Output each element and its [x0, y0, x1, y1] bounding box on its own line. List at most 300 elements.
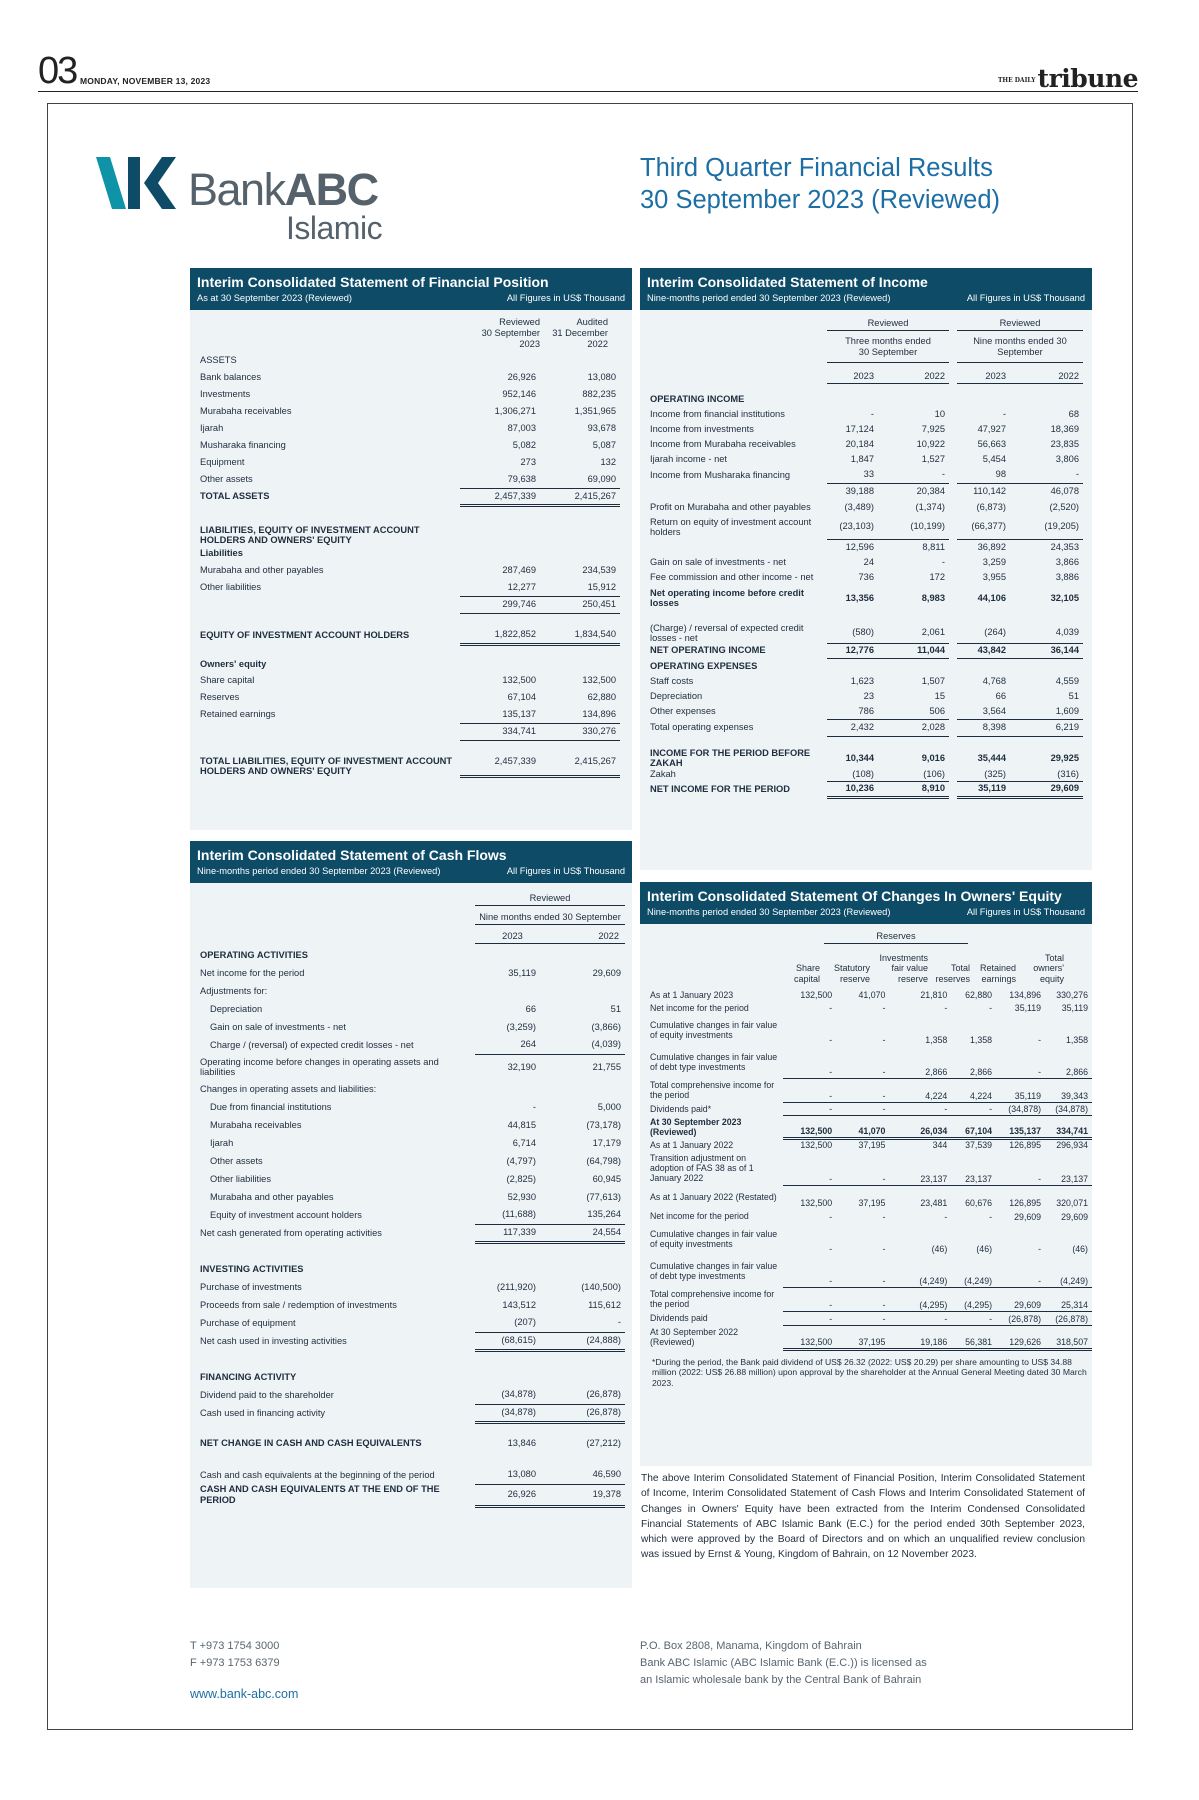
- row-label: Adjustments for:: [200, 985, 268, 996]
- row-value-2023: 2,457,339: [460, 488, 540, 505]
- cash-flows-subtitle: Nine-months period ended 30 September 2023 (Reviewed): [197, 866, 441, 876]
- table-row: [190, 579, 632, 596]
- row-value: -: [783, 1287, 836, 1311]
- equity-footnote: *During the period, the Bank paid dividend of US$ 26.32 (2022: US$ 20.29) per share amounting to US$ 34.88 million (2022: US$ 26.88 million) upon approval by the shareholder at the Annual General Meeting dated 30 March 2023.: [652, 1356, 1087, 1388]
- row-pad: [625, 1466, 627, 1484]
- table-row: [190, 1206, 632, 1224]
- row-label: Due from financial institutions: [210, 1101, 332, 1112]
- row-value-2023: (207): [475, 1314, 550, 1332]
- row-value-q3-2022: 506: [888, 704, 949, 719]
- row-value: (46): [1072, 1244, 1088, 1254]
- row-pad: [620, 596, 623, 613]
- row-label: OPERATING INCOME: [650, 393, 745, 404]
- row-value-9m-2023: 98: [957, 467, 1020, 483]
- row-value-2022: [540, 352, 620, 369]
- spacer-row: [190, 644, 632, 656]
- row-value-2022: [550, 946, 625, 964]
- equity-units: All Figures in US$ Thousand: [966, 907, 1085, 917]
- row-value-q3-2023: 2,432: [827, 719, 888, 736]
- table-row: [640, 539, 1092, 555]
- row-value-q3-2022: 10,922: [916, 439, 945, 449]
- row-gap: [949, 781, 957, 797]
- row-label: As at 1 January 2022: [650, 1139, 734, 1150]
- row-value: 126,895: [1009, 1140, 1042, 1150]
- row-label: Gain on sale of investments - net: [210, 1021, 346, 1032]
- row-value-2022: 69,090: [540, 471, 620, 488]
- footer-fax: F +973 1753 6379: [190, 1657, 280, 1669]
- row-label: Murabaha and other payables: [200, 565, 324, 575]
- table-row: [190, 672, 632, 689]
- table-row: [190, 627, 632, 644]
- bank-logo: [96, 155, 416, 245]
- row-pad: [625, 1434, 627, 1452]
- row-pad: [625, 1368, 627, 1386]
- row-value: 132,500: [800, 1198, 833, 1208]
- row-value-2023: (34,878): [475, 1386, 550, 1404]
- row-pad: [620, 420, 623, 437]
- cash-flows-colheads: [190, 883, 632, 946]
- row-label: Purchase of equipment: [200, 1317, 296, 1328]
- row-label: OPERATING ACTIVITIES: [200, 949, 308, 960]
- row-value-2022: 21,755: [592, 1061, 621, 1072]
- income-panel: [640, 268, 1092, 870]
- table-row: [640, 500, 1092, 515]
- row-pad: [1083, 719, 1092, 736]
- row-value-2023: (68,615): [475, 1332, 550, 1350]
- table-row: [190, 1170, 632, 1188]
- row-value-q3-2023: 736: [858, 572, 874, 582]
- row-value-2022: 5,000: [597, 1101, 621, 1112]
- row-value-2022: 13,080: [587, 372, 616, 382]
- row-value-2022: 29,609: [592, 967, 621, 978]
- row-label: Income from financial institutions: [650, 409, 785, 419]
- row-label: CASH AND CASH EQUIVALENTS AT THE END OF THE PERIOD: [200, 1484, 440, 1505]
- table-row: [190, 403, 632, 420]
- row-value-2022: 24,554: [550, 1224, 625, 1242]
- newspaper-logo-text: tribune: [1037, 64, 1138, 93]
- table-row: [640, 570, 1092, 585]
- row-pad: [625, 946, 627, 964]
- row-value-9m-2023: [957, 658, 1020, 674]
- row-label: Transition adjustment on adoption of FAS 38 as of 1 January 2022: [650, 1153, 754, 1183]
- table-row: [190, 1188, 632, 1206]
- row-value-q3-2023: 23: [863, 691, 874, 701]
- table-row: [190, 689, 632, 706]
- row-label: Murabaha receivables: [210, 1119, 302, 1130]
- row-value-2023: [460, 507, 540, 545]
- row-value-2023: 6,714: [512, 1137, 536, 1148]
- row-value: 37,195: [858, 1140, 886, 1150]
- table-row: [190, 748, 632, 776]
- col-head: 2023: [519, 339, 540, 349]
- row-label: Reserves: [200, 692, 240, 702]
- row-value-2023: [475, 1080, 550, 1098]
- row-value: 41,070: [858, 990, 886, 1000]
- row-value-2023: 299,746: [460, 596, 540, 613]
- row-gap: [949, 437, 957, 452]
- row-gap: [949, 555, 957, 570]
- row-value: -: [996, 1151, 1045, 1185]
- col-head: 2022: [888, 370, 949, 384]
- row-value: -: [836, 1287, 889, 1311]
- table-row: [190, 1434, 632, 1452]
- income-units: All Figures in US$ Thousand: [966, 293, 1085, 303]
- row-value-9m-2022: 23,835: [1050, 439, 1079, 449]
- row-value: (46): [976, 1244, 993, 1254]
- row-value-2022: 93,678: [587, 423, 616, 433]
- table-row: [190, 1386, 632, 1404]
- row-gap: [949, 570, 957, 585]
- table-row: [640, 719, 1092, 736]
- row-label: As at 1 January 2022 (Restated): [650, 1192, 777, 1202]
- row-pad: [1083, 422, 1092, 437]
- row-value-2022: [540, 507, 620, 545]
- row-pad: [625, 1116, 627, 1134]
- row-value-9m-2022: 4,039: [1020, 623, 1083, 643]
- row-value: -: [989, 1212, 993, 1222]
- table-row: [640, 1102, 1092, 1115]
- row-value-q3-2023: 33: [827, 467, 888, 483]
- row-pad: [625, 1206, 627, 1224]
- row-value: 23,137: [1045, 1151, 1092, 1185]
- row-gap: [949, 623, 957, 643]
- row-value-9m-2022: 24,353: [1050, 541, 1079, 552]
- row-label: OPERATING EXPENSES: [650, 660, 758, 671]
- row-value: 60,676: [965, 1198, 993, 1208]
- table-row: [190, 1278, 632, 1296]
- table-row: [190, 1080, 632, 1098]
- row-value-q3-2023: (23,103): [827, 515, 888, 539]
- row-value: -: [882, 1003, 886, 1013]
- row-value-9m-2022: 4,559: [1055, 676, 1079, 686]
- row-label: Other expenses: [650, 706, 716, 716]
- row-value-2022: (73,178): [586, 1119, 621, 1130]
- equity-header: [640, 882, 1092, 924]
- row-value: -: [836, 1151, 889, 1185]
- cash-flows-title: Interim Consolidated Statement of Cash Flows: [197, 847, 507, 863]
- row-label: INCOME FOR THE PERIOD BEFORE ZAKAH: [650, 748, 811, 768]
- row-value: (4,295): [889, 1287, 951, 1311]
- row-value-2023: 44,815: [507, 1119, 536, 1130]
- row-value: -: [996, 1255, 1045, 1287]
- row-label: Other liabilities: [200, 582, 261, 592]
- row-value: 23,137: [951, 1151, 996, 1185]
- row-gap: [949, 422, 957, 437]
- row-value-9m-2023: 35,119: [957, 781, 1020, 797]
- row-pad: [620, 627, 623, 644]
- financial-position-panel: [190, 268, 632, 830]
- row-value-2023: (3,259): [506, 1021, 536, 1032]
- row-label: LIABILITIES, EQUITY OF INVESTMENT ACCOUNT HOLDERS AND OWNERS' EQUITY: [200, 525, 420, 545]
- row-value: -: [944, 1003, 948, 1013]
- table-row: [640, 1138, 1092, 1151]
- spacer-row: [190, 613, 632, 627]
- row-value-2022: 2,415,267: [540, 488, 620, 505]
- row-value-2022: (64,798): [586, 1155, 621, 1166]
- row-value-2022: (140,500): [581, 1281, 621, 1292]
- table-row: [190, 1260, 632, 1278]
- row-value-q3-2023: 12,596: [845, 541, 874, 552]
- row-value-2023: [460, 656, 540, 672]
- row-value: -: [882, 1212, 886, 1222]
- row-value-9m-2022: 29,925: [1050, 752, 1079, 763]
- table-row: [190, 437, 632, 454]
- row-label: Total comprehensive income for the period: [650, 1289, 775, 1309]
- headline-line-2: 30 September 2023 (Reviewed): [640, 186, 1001, 214]
- row-pad: [1083, 391, 1092, 407]
- row-value: -: [951, 1102, 996, 1115]
- row-value-q3-2022: (10,199): [888, 515, 949, 539]
- row-label: Ijarah: [200, 423, 224, 433]
- row-value: 134,896: [1009, 990, 1042, 1000]
- row-pad: [1083, 515, 1092, 539]
- row-value-2023: (2,825): [506, 1173, 536, 1184]
- row-pad: [1083, 500, 1092, 515]
- col-head: 2023: [827, 370, 888, 384]
- row-label: Ijarah income - net: [650, 454, 727, 464]
- row-label: Murabaha receivables: [200, 406, 292, 416]
- row-value-q3-2023: 24: [863, 557, 874, 567]
- row-value: (34,878): [996, 1102, 1045, 1115]
- row-value-9m-2022: 1,609: [1020, 704, 1083, 719]
- row-value: -: [829, 1035, 833, 1045]
- row-value-2023: 32,190: [507, 1061, 536, 1072]
- row-value: 126,895: [1009, 1198, 1042, 1208]
- row-pad: [1083, 539, 1092, 555]
- row-value-2023: [475, 1368, 550, 1386]
- row-value: -: [1038, 1035, 1042, 1045]
- row-pad: [620, 403, 623, 420]
- col-head: 31 December: [552, 328, 608, 338]
- financial-position-table: [190, 352, 632, 778]
- footer-address: [640, 1638, 927, 1689]
- row-value-2023: 273: [520, 457, 536, 467]
- financial-position-colheads: [190, 310, 632, 352]
- row-value: 26,034: [889, 1115, 951, 1138]
- table-row: [190, 596, 632, 613]
- table-row: [640, 1001, 1092, 1014]
- row-pad: [620, 545, 623, 562]
- row-value-2023: 79,638: [460, 471, 540, 488]
- row-value: 25,314: [1045, 1287, 1092, 1311]
- bank-logo-name-bold: ABC: [284, 164, 378, 215]
- bank-logo-name-light: Bank: [188, 164, 285, 215]
- row-value-2023: 1,306,271: [494, 406, 536, 416]
- row-gap: [949, 768, 957, 781]
- row-value-9m-2023: 44,106: [977, 592, 1006, 603]
- row-value-2023: 5,082: [512, 440, 536, 450]
- row-value-q3-2022: 172: [929, 572, 945, 582]
- row-value-q3-2023: (580): [827, 623, 888, 643]
- row-pad: [625, 1152, 627, 1170]
- row-value-2023: (11,688): [475, 1206, 550, 1224]
- row-value-9m-2023: -: [1002, 409, 1006, 419]
- table-row: [640, 1078, 1092, 1102]
- row-value: (4,249): [951, 1255, 996, 1287]
- row-pad: [1083, 658, 1092, 674]
- row-gap: [949, 658, 957, 674]
- table-row: [640, 1311, 1092, 1325]
- table-row: [640, 1151, 1092, 1185]
- row-label: TOTAL ASSETS: [200, 491, 270, 501]
- row-value-2022: 1,351,965: [574, 406, 616, 416]
- row-value-9m-2023: (264): [957, 623, 1020, 643]
- row-value-2023: [475, 982, 550, 1000]
- row-value-9m-2023: 66: [995, 691, 1006, 701]
- table-row: [640, 422, 1092, 437]
- row-value: -: [1038, 1244, 1042, 1254]
- row-value-q3-2023: [827, 658, 888, 674]
- footer-pobox: P.O. Box 2808, Manama, Kingdom of Bahrain: [640, 1640, 862, 1652]
- row-value-q3-2022: -: [941, 557, 945, 567]
- row-value-9m-2023: (325): [957, 768, 1020, 781]
- row-value-2023: -: [532, 1101, 536, 1112]
- newspaper-logo: [998, 64, 1138, 93]
- row-value-9m-2022: 29,609: [1020, 781, 1083, 797]
- row-value-q3-2023: [827, 391, 888, 407]
- row-pad: [1083, 555, 1092, 570]
- row-value: -: [836, 1102, 889, 1115]
- col-head: Three months ended 30 September: [827, 334, 949, 363]
- row-value-2022: [550, 1080, 625, 1098]
- row-value-q3-2023: 13,356: [845, 592, 874, 603]
- table-row: [640, 658, 1092, 674]
- row-label: Cumulative changes in fair value of equity investments: [650, 1020, 778, 1040]
- footer-license-2: an Islamic wholesale bank by the Central Bank of Bahrain: [640, 1674, 922, 1686]
- row-pad: [1083, 643, 1092, 658]
- row-value-q3-2023: 39,188: [845, 486, 874, 497]
- row-value-q3-2023: -: [870, 409, 874, 419]
- row-value-2023: 35,119: [508, 967, 536, 978]
- table-row: [190, 1018, 632, 1036]
- row-pad: [620, 437, 623, 454]
- cash-flows-table: [190, 946, 632, 1508]
- financial-position-title: Interim Consolidated Statement of Financial Position: [197, 274, 549, 290]
- row-value: 37,195: [836, 1325, 889, 1349]
- row-value-2023: [475, 946, 550, 964]
- table-row: [640, 748, 1092, 768]
- website-link[interactable]: www.bank-abc.com: [190, 1687, 299, 1701]
- row-value: (4,249): [889, 1255, 951, 1287]
- row-value-q3-2022: 8,811: [922, 541, 945, 552]
- row-value: -: [951, 1311, 996, 1325]
- row-pad: [625, 982, 627, 1000]
- row-value-2023: 1,822,852: [460, 627, 540, 644]
- row-value: -: [989, 1003, 993, 1013]
- row-value: 29,609: [1014, 1212, 1042, 1222]
- row-value-2023: (211,920): [496, 1281, 536, 1292]
- bank-logo-sub: Islamic: [286, 210, 383, 246]
- row-value-q3-2022: 8,910: [888, 781, 949, 797]
- row-label: NET CHANGE IN CASH AND CASH EQUIVALENTS: [200, 1437, 422, 1448]
- row-value-2022: 115,612: [588, 1299, 621, 1310]
- row-label: (Charge) / reversal of expected credit losses - net: [650, 623, 804, 643]
- table-row: [190, 1134, 632, 1152]
- table-row: [190, 471, 632, 488]
- table-row: [190, 386, 632, 403]
- table-row: [190, 982, 632, 1000]
- table-row: [190, 1484, 632, 1506]
- row-value-9m-2023: 3,564: [957, 704, 1020, 719]
- row-pad: [620, 454, 623, 471]
- row-value: 2,866: [951, 1046, 996, 1078]
- row-value-2023: 66: [525, 1003, 536, 1014]
- row-pad: [625, 1170, 627, 1188]
- row-label: NET OPERATING INCOME: [650, 645, 766, 655]
- row-value: 1,358: [925, 1035, 948, 1045]
- review-note: The above Interim Consolidated Statement of Financial Position, Interim Consolidated Statement of Income, Interim Consolidated Statement of Cash Flows and Interim Consolidated Statement of Changes in Owners' Equity have been extracted from the Interim Condensed Consolidated Financial Statements of ABC Islamic Bank (E.C.) for the period ended 30th September 2023, which were approved by the Board of Directors and on which an unqualified review conclusion was issued by Ernst & Young, Kingdom of Bahrain, on 12 November 2023.: [641, 1473, 1085, 1561]
- col-head: 30 September: [481, 328, 540, 338]
- row-value-q3-2022: 20,384: [916, 486, 945, 497]
- row-value-2023: 26,926: [507, 372, 536, 382]
- row-value-2023: 135,137: [460, 706, 540, 723]
- row-value-9m-2022: 3,886: [1055, 572, 1079, 582]
- row-pad: [625, 1018, 627, 1036]
- row-value-2022: 62,880: [587, 692, 616, 702]
- row-value-q3-2022: 2,061: [888, 623, 949, 643]
- row-value: 41,070: [836, 1115, 889, 1138]
- table-row: [640, 781, 1092, 797]
- table-row: [640, 391, 1092, 407]
- equity-title: Interim Consolidated Statement Of Changes In Owners' Equity: [647, 888, 1062, 904]
- table-row: [640, 643, 1092, 658]
- table-row: [190, 1404, 632, 1422]
- row-value-9m-2022: -: [1020, 467, 1083, 483]
- row-gap: [949, 467, 957, 483]
- row-value-2022: [550, 982, 625, 1000]
- row-pad: [625, 1098, 627, 1116]
- row-value: 37,195: [858, 1198, 886, 1208]
- row-label: Depreciation: [210, 1003, 263, 1014]
- row-value-2023: 952,146: [502, 389, 536, 399]
- table-row: [190, 1368, 632, 1386]
- headline: [640, 152, 1000, 216]
- table-row: [190, 1054, 632, 1080]
- row-value-q3-2022: 15: [934, 691, 945, 701]
- row-value: 35,119: [996, 1078, 1045, 1102]
- income-title: Interim Consolidated Statement of Income: [647, 274, 928, 290]
- income-header: [640, 268, 1092, 310]
- row-value-2022: 19,378: [550, 1484, 625, 1506]
- row-value-q3-2022: (106): [888, 768, 949, 781]
- row-pad: [1083, 483, 1092, 500]
- financial-position-header: [190, 268, 632, 310]
- row-label: Murabaha and other payables: [210, 1191, 334, 1202]
- row-label: Other assets: [200, 474, 253, 484]
- row-gap: [949, 585, 957, 611]
- row-value: -: [783, 1255, 836, 1287]
- spacer-row: [190, 1452, 632, 1466]
- col-head: 2022: [1020, 370, 1083, 384]
- row-pad: [1083, 781, 1092, 797]
- row-value: -: [783, 1151, 836, 1185]
- table-row: [640, 768, 1092, 781]
- spacer-row: [190, 740, 632, 748]
- table-row: [640, 674, 1092, 689]
- spacer-row: [640, 611, 1092, 623]
- row-pad: [620, 369, 623, 386]
- row-pad: [1083, 623, 1092, 643]
- table-row: [190, 1152, 632, 1170]
- row-value-2023: 117,339: [475, 1224, 550, 1242]
- row-value-2022: 5,087: [592, 440, 616, 450]
- table-row: [190, 1296, 632, 1314]
- row-label: Income from investments: [650, 424, 754, 434]
- row-pad: [620, 562, 623, 579]
- row-value: 62,880: [965, 990, 993, 1000]
- cash-flows-units: All Figures in US$ Thousand: [506, 866, 625, 876]
- row-label: Total operating expenses: [650, 722, 754, 732]
